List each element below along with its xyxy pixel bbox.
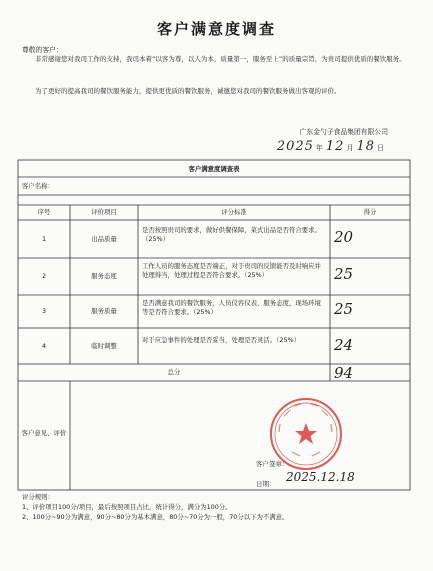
- company-name: 广东金勺子食品集团有限公司: [299, 128, 388, 136]
- row-4-no: 4: [41, 342, 47, 350]
- rules-line-2: 2、100分~90分为满意，90分~80分为基本满意，80分~70分为一般，70分以下为不满意。: [22, 513, 289, 521]
- rules-line-1: 1、评价项目100分/项目，最后按照项目占比，统计得分，满分为100分。: [22, 503, 232, 511]
- salutation: 尊敬的客户：: [22, 46, 63, 54]
- row-3-standard: 是否满意我司的餐饮服务，人员仪容仪表、服务态度，现场环境等是否符合要求。（25%）: [142, 299, 321, 316]
- row-2-standard: 工作人员的服务态度是否端正，对于贵司的反馈能否及时响应并处理得当，处理过程是否符合要求。（25%）: [142, 262, 321, 279]
- row-3-score: 25: [334, 300, 354, 318]
- handwritten-day: 18: [356, 139, 375, 154]
- table-title: 客户满意度调查表: [188, 165, 240, 173]
- scoring-rules: [22, 492, 410, 522]
- header-standard: 评分标准: [221, 208, 247, 216]
- handwritten-year: 2025: [276, 139, 314, 154]
- document-title: 客户满意度调查: [156, 20, 276, 38]
- date-label: 日期：: [256, 480, 276, 488]
- intro-paragraph-2: 为了更好的提高我司的餐饮服务能力，提供更优质的餐饮服务，诚邀您对我司的餐饮服务做出客观的评价。: [35, 87, 341, 95]
- row-4-standard: 对于应急事件的处理是否妥当，处理是否灵活。（25%）: [142, 336, 300, 344]
- row-1-no: 1: [41, 235, 47, 243]
- row-4-score: 24: [334, 336, 354, 354]
- row-2-score: 25: [334, 265, 354, 283]
- handwritten-date: [277, 139, 387, 154]
- rules-heading: 评分规则：: [22, 493, 54, 501]
- row-2-item: 服务态度: [91, 272, 117, 280]
- total-score: 94: [334, 364, 354, 382]
- year-unit: 年: [315, 144, 324, 152]
- intro-paragraph-1: 非常感谢您对我司工作的支持，我司本着“以客为尊，以人为本，质量第一，服务至上”的质量宗旨，为贵司提供优质的餐饮服务。: [35, 55, 406, 63]
- row-1-score: 20: [334, 228, 354, 246]
- row-2-no: 2: [41, 272, 47, 280]
- handwritten-month: 12: [325, 139, 345, 154]
- row-3-item: 服务质量: [91, 307, 117, 315]
- signature-label: 客户签章：: [256, 460, 289, 468]
- header-item: 评价项目: [91, 208, 117, 216]
- header-score: 得分: [363, 208, 377, 216]
- day-unit: 日: [377, 144, 385, 152]
- row-3-no: 3: [41, 307, 47, 315]
- header-no: 序号: [37, 208, 51, 216]
- total-label: 总分: [167, 368, 181, 376]
- signed-date: 2025.12.18: [286, 470, 355, 484]
- customer-name-label: 客户名称：: [22, 182, 54, 190]
- row-4-item: 临时调整: [91, 342, 117, 350]
- month-unit: 月: [346, 144, 355, 152]
- row-1-item: 出品质量: [91, 235, 117, 243]
- opinion-label: 客户意见、评价: [21, 429, 67, 437]
- row-1-standard: 是否按照贵司的要求，做好供餐保障，菜式出品是否符合要求。（25%）: [142, 226, 321, 243]
